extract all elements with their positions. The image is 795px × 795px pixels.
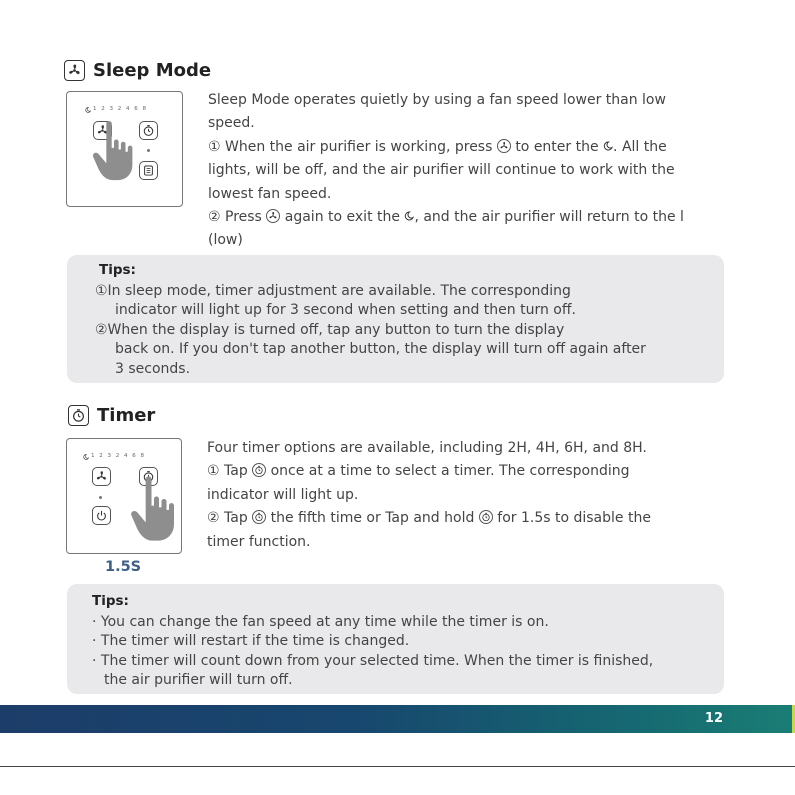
page-footer-bar xyxy=(0,705,795,733)
timer-button xyxy=(139,121,158,140)
speed-timer-indicators: 1 2 3 2 4 6 8 xyxy=(93,106,148,112)
tip-line: · The timer will count down from your selected time. When the timer is finished, xyxy=(92,652,654,669)
timer-tips-box xyxy=(67,584,724,694)
sleep-moon-icon xyxy=(85,107,91,113)
timer-heading: Timer xyxy=(97,405,156,426)
text-line: ① Tap once at a time to select a timer. The corresponding xyxy=(207,463,630,480)
text-line: (low) xyxy=(208,232,243,249)
sleep-moon-icon xyxy=(83,454,89,460)
timer-icon xyxy=(252,510,266,524)
tip-line: the air purifier will turn off. xyxy=(104,672,293,689)
text-line: ② Press again to exit the , and the air purifier will return to the l xyxy=(208,209,684,226)
indicator-dot xyxy=(147,149,150,152)
tip-line: ①In sleep mode, timer adjustment are available. The corresponding xyxy=(95,282,571,299)
text-line: lowest fan speed. xyxy=(208,185,332,202)
filter-reset-button xyxy=(139,161,158,180)
timer-title xyxy=(68,405,155,426)
hold-duration-label: 1.5S xyxy=(105,559,142,575)
tip-line: back on. If you don't tap another button, the display will turn off again after xyxy=(115,341,646,358)
timer-icon xyxy=(142,124,155,137)
hand-pointer-icon xyxy=(129,467,179,551)
tip-line: · The timer will restart if the time is changed. xyxy=(92,633,410,650)
sleep-tips-box xyxy=(67,255,724,383)
tips-label: Tips: xyxy=(92,593,129,609)
page-bottom-rule xyxy=(0,766,795,767)
tips-label: Tips: xyxy=(99,262,136,278)
sleep-control-panel-illustration xyxy=(66,91,183,207)
speed-timer-indicators: 1 2 3 2 4 6 8 xyxy=(91,453,146,459)
text-line: lights, will be off, and the air purifier will continue to work with the xyxy=(208,162,675,179)
text-line: speed. xyxy=(208,115,255,132)
text-line: ① When the air purifier is working, press to enter the . All the xyxy=(208,138,667,155)
text-line: indicator will light up. xyxy=(207,486,359,503)
sleep-mode-description xyxy=(208,89,684,253)
timer-icon xyxy=(479,510,493,524)
hand-pointer-icon xyxy=(91,120,137,182)
text-line: timer function. xyxy=(207,533,311,550)
text-line: Sleep Mode operates quietly by using a fan speed lower than low xyxy=(208,92,666,108)
tip-line: indicator will light up for 3 second when setting and then turn off. xyxy=(115,302,576,319)
fan-button xyxy=(92,467,111,486)
sleep-mode-title xyxy=(64,60,211,81)
fan-icon xyxy=(95,470,108,483)
fan-icon xyxy=(64,60,85,81)
sleep-mode-heading: Sleep Mode xyxy=(93,60,212,81)
tip-line: · You can change the fan speed at any time while the timer is on. xyxy=(92,613,549,630)
power-button xyxy=(92,506,111,525)
text-line: ② Tap the fifth time or Tap and hold for 1.5s to disable the xyxy=(207,510,651,527)
sleep-moon-icon xyxy=(603,141,613,151)
power-icon xyxy=(95,509,108,522)
text-line: Four timer options are available, including 2H, 4H, 6H, and 8H. xyxy=(207,440,647,456)
sleep-moon-icon xyxy=(404,211,414,221)
timer-control-panel-illustration xyxy=(66,438,182,554)
timer-icon xyxy=(252,463,266,477)
indicator-dot xyxy=(99,496,102,499)
page-number: 12 xyxy=(704,711,723,726)
timer-description xyxy=(207,437,651,554)
timer-icon xyxy=(68,405,89,426)
tip-line: ②When the display is turned off, tap any button to turn the display xyxy=(95,321,565,338)
tip-line: 3 seconds. xyxy=(115,360,191,377)
fan-icon xyxy=(497,139,511,153)
filter-reset-icon xyxy=(142,164,155,177)
fan-icon xyxy=(266,209,280,223)
